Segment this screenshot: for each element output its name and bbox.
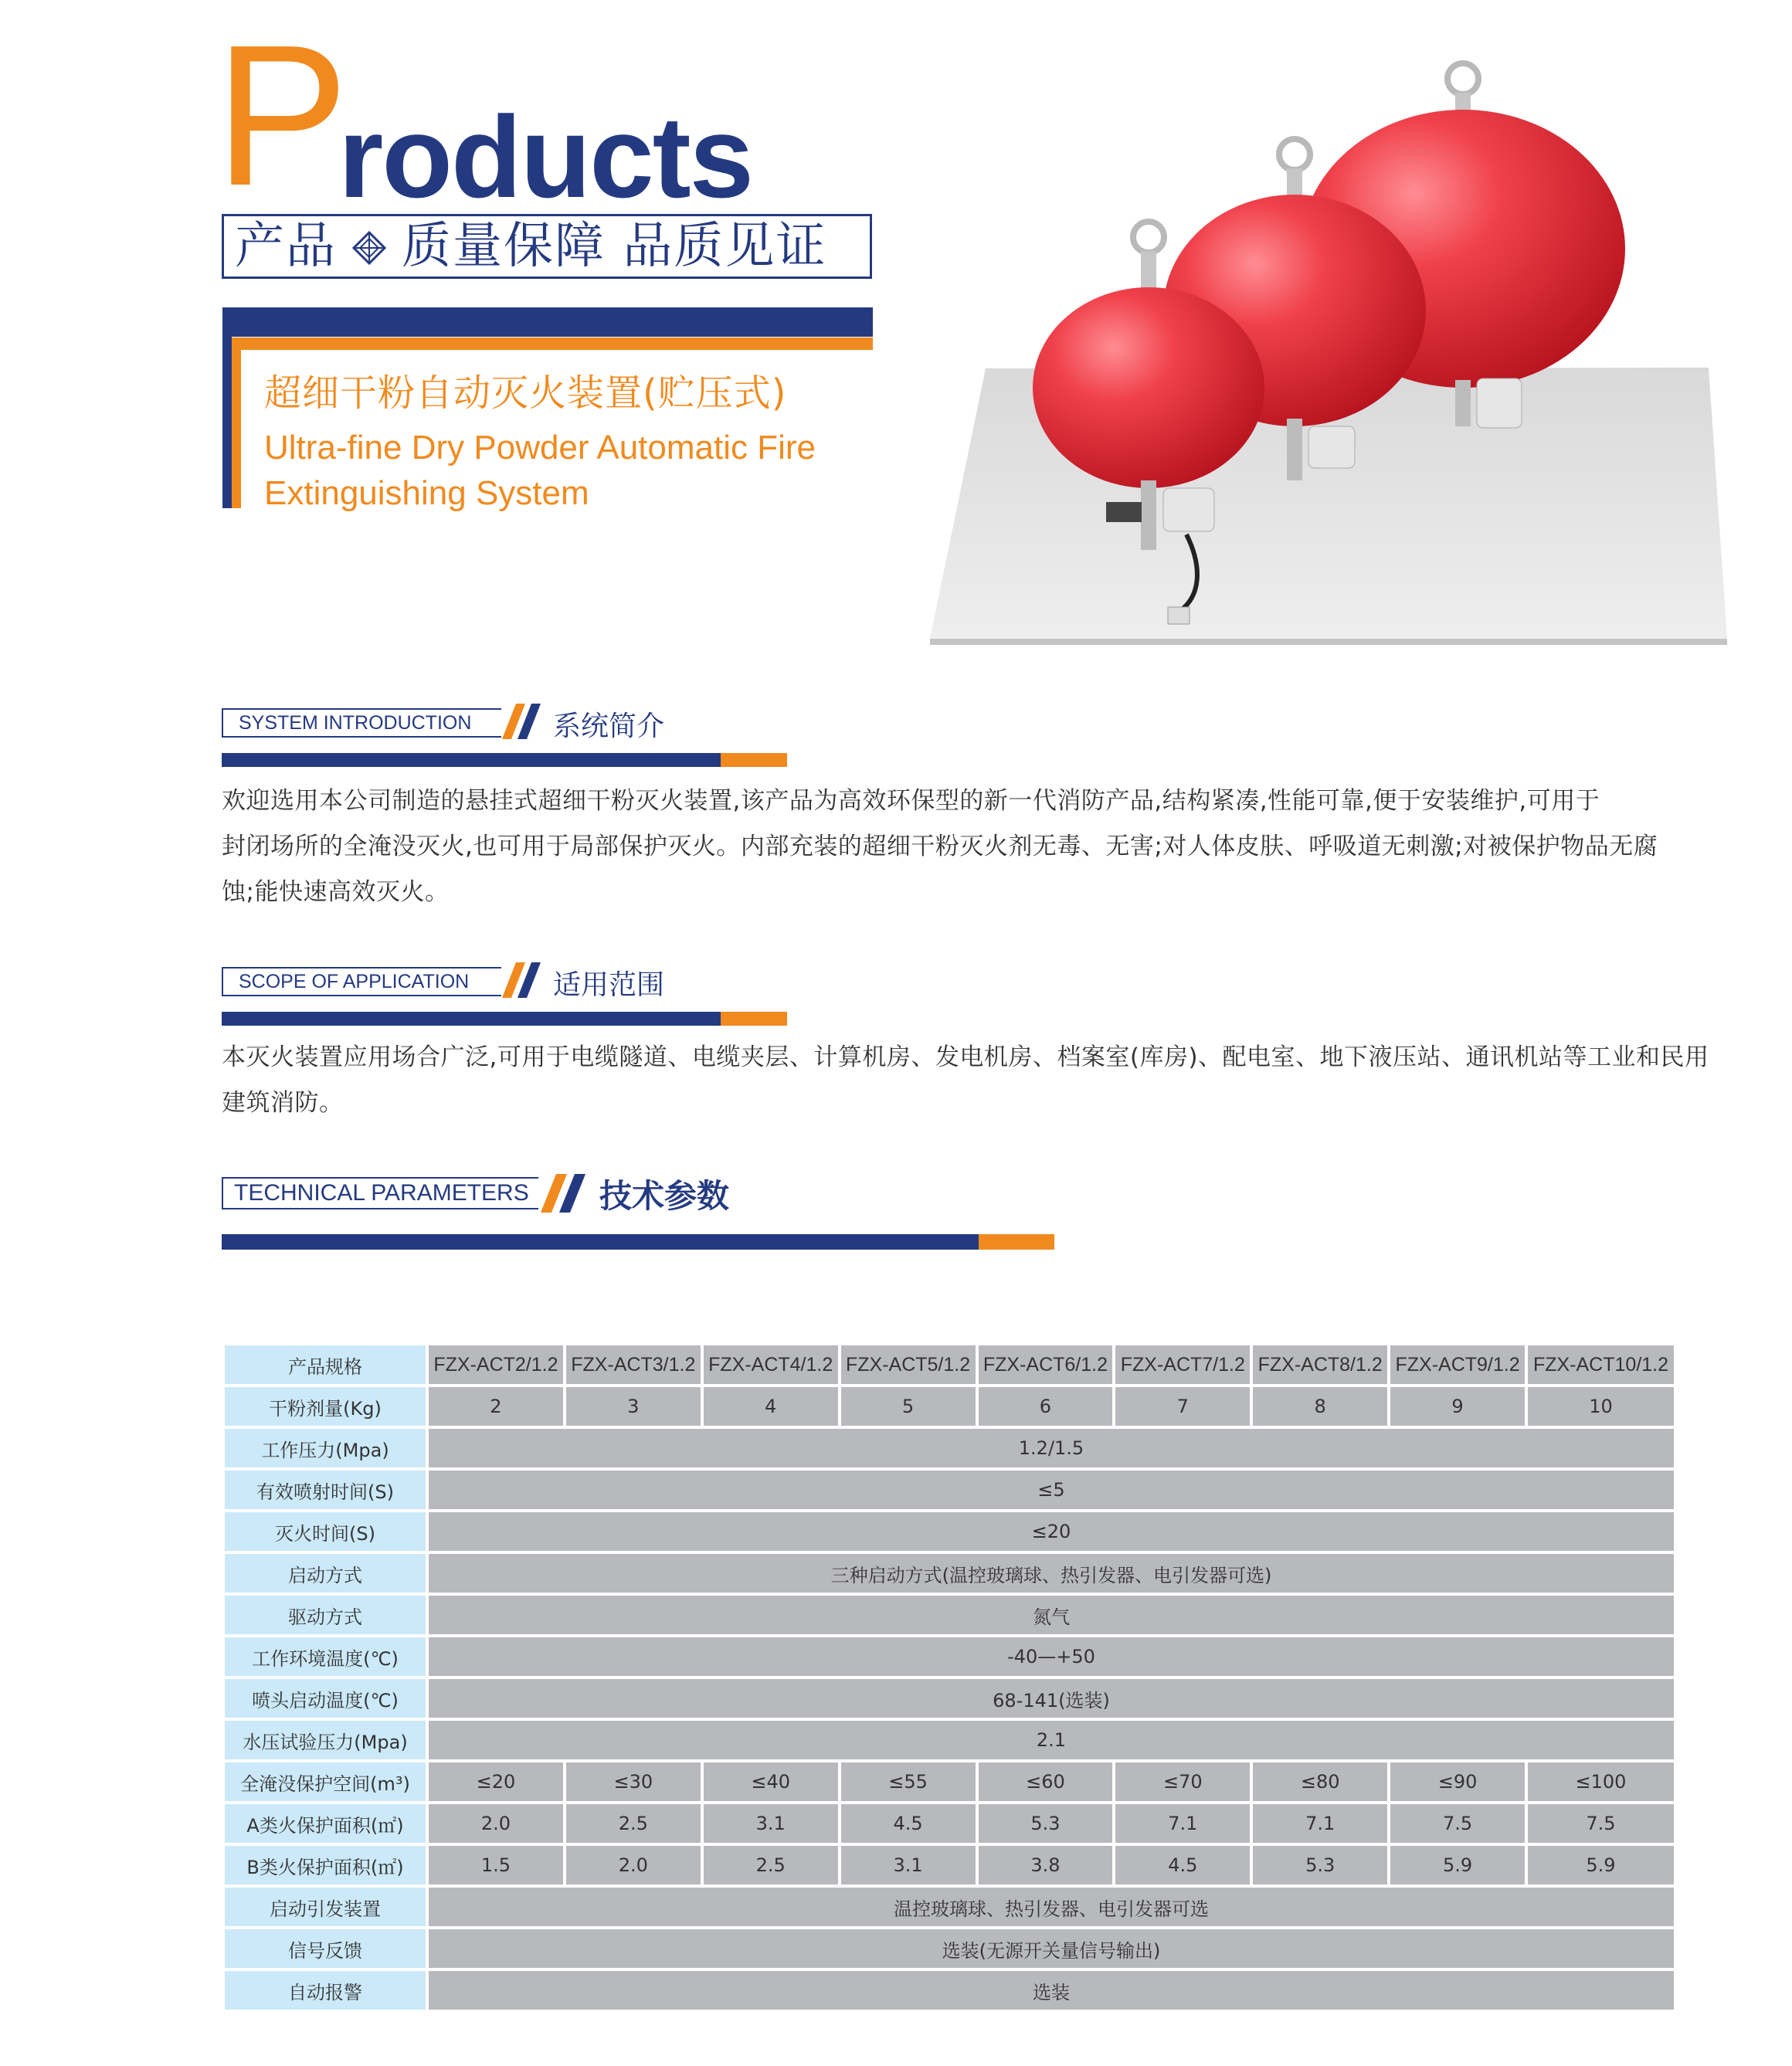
slogan-right: 质量保障 品质见证 bbox=[402, 218, 827, 275]
title-frame-top-orange bbox=[232, 338, 873, 350]
value-cell: 9 bbox=[1390, 1387, 1525, 1426]
table-row bbox=[225, 1804, 1674, 1843]
table-row bbox=[225, 1512, 1674, 1551]
row-label: 驱动方式 bbox=[225, 1596, 426, 1634]
scope-heading-box: SCOPE OF APPLICATION bbox=[222, 967, 501, 996]
value-cell: ≤55 bbox=[841, 1762, 976, 1801]
model-header-cell: FZX-ACT10/1.2 bbox=[1528, 1345, 1674, 1384]
value-cell: 4.5 bbox=[1115, 1846, 1250, 1885]
value-cell: ≤90 bbox=[1390, 1762, 1525, 1801]
spanned-value-cell: 温控玻璃球、热引发器、电引发器可选 bbox=[429, 1888, 1674, 1926]
product-image bbox=[924, 56, 1733, 649]
row-label: 干粉剂量(Kg) bbox=[225, 1387, 426, 1426]
products-title: roducts bbox=[338, 92, 753, 222]
value-cell: 2.5 bbox=[704, 1846, 838, 1885]
table-header-row bbox=[225, 1345, 1674, 1384]
slogan-left: 产品 bbox=[235, 218, 337, 275]
row-label: 工作压力(Mpa) bbox=[225, 1429, 426, 1467]
slogan-box bbox=[222, 214, 872, 279]
table-row bbox=[225, 1637, 1674, 1676]
table-row bbox=[225, 1721, 1674, 1759]
value-cell: 7 bbox=[1115, 1387, 1250, 1426]
value-cell: 7.1 bbox=[1253, 1804, 1387, 1843]
value-cell: 5.9 bbox=[1390, 1846, 1525, 1885]
row-label: 信号反馈 bbox=[225, 1929, 426, 1968]
model-header-cell: FZX-ACT6/1.2 bbox=[979, 1345, 1113, 1384]
row-label: A类火保护面积(㎡) bbox=[225, 1804, 426, 1843]
diamond-icon bbox=[352, 231, 386, 265]
row-label: B类火保护面积(㎡) bbox=[225, 1846, 426, 1885]
row-label: 启动引发装置 bbox=[225, 1888, 426, 1926]
value-cell: 3.8 bbox=[979, 1846, 1113, 1885]
scope-heading-cn: 适用范围 bbox=[553, 969, 665, 1001]
value-cell: 8 bbox=[1253, 1387, 1387, 1426]
value-cell: 6 bbox=[979, 1387, 1113, 1426]
scope-bar-blue bbox=[222, 1012, 721, 1026]
row-label: 灭火时间(S) bbox=[225, 1512, 426, 1551]
table-row bbox=[225, 1846, 1674, 1885]
intro-bar-orange bbox=[721, 753, 787, 767]
table-row bbox=[225, 1554, 1674, 1593]
value-cell: 5 bbox=[841, 1387, 976, 1426]
value-cell: 5.9 bbox=[1528, 1846, 1674, 1885]
model-header-cell: FZX-ACT7/1.2 bbox=[1115, 1345, 1250, 1384]
value-cell: 5.3 bbox=[979, 1804, 1113, 1843]
table-row bbox=[225, 1596, 1674, 1634]
spanned-value-cell: 选装 bbox=[429, 1971, 1674, 2010]
value-cell: ≤80 bbox=[1253, 1762, 1387, 1801]
row-label: 产品规格 bbox=[225, 1345, 426, 1384]
value-cell: ≤70 bbox=[1115, 1762, 1250, 1801]
value-cell: 1.5 bbox=[429, 1846, 563, 1885]
scope-text bbox=[222, 1035, 1709, 1126]
value-cell: 7.5 bbox=[1390, 1804, 1525, 1843]
value-cell: 2 bbox=[429, 1387, 563, 1426]
title-frame-left-blue bbox=[222, 337, 232, 508]
product-title-en-line1: Ultra-fine Dry Powder Automatic Fire bbox=[264, 429, 816, 466]
value-cell: 7.5 bbox=[1528, 1804, 1674, 1843]
spanned-value-cell: 三种启动方式(温控玻璃球、热引发器、电引发器可选) bbox=[429, 1554, 1674, 1593]
title-frame-top-blue bbox=[222, 307, 873, 337]
value-cell: 3 bbox=[566, 1387, 701, 1426]
model-header-cell: FZX-ACT8/1.2 bbox=[1253, 1345, 1387, 1384]
spanned-value-cell: -40—+50 bbox=[429, 1637, 1674, 1676]
intro-line: 蚀;能快速高效灭火。 bbox=[222, 878, 450, 906]
value-cell: 4.5 bbox=[841, 1804, 976, 1843]
spanned-value-cell: 氮气 bbox=[429, 1596, 1674, 1634]
scope-bar-orange bbox=[721, 1012, 787, 1026]
value-cell: ≤20 bbox=[429, 1762, 563, 1801]
table-row bbox=[225, 1387, 1674, 1426]
product-title-cn: 超细干粉自动灭火装置(贮压式) bbox=[264, 371, 787, 415]
table-row bbox=[225, 1471, 1674, 1509]
double-slash-icon bbox=[541, 1174, 592, 1213]
tech-bar-orange bbox=[979, 1234, 1054, 1250]
value-cell: 3.1 bbox=[704, 1804, 838, 1843]
table-row bbox=[225, 1971, 1674, 2010]
spanned-value-cell: ≤20 bbox=[429, 1512, 1674, 1551]
product-title-en-line2: Extinguishing System bbox=[264, 474, 589, 512]
tech-bar-blue bbox=[222, 1234, 979, 1250]
row-label: 启动方式 bbox=[225, 1554, 426, 1593]
row-label: 喷头启动温度(℃) bbox=[225, 1679, 426, 1718]
value-cell: ≤40 bbox=[704, 1762, 838, 1801]
tech-heading-cn: 技术参数 bbox=[599, 1177, 730, 1215]
spanned-value-cell: 1.2/1.5 bbox=[429, 1429, 1674, 1467]
value-cell: 4 bbox=[704, 1387, 838, 1426]
intro-heading-box: SYSTEM INTRODUCTION bbox=[222, 708, 501, 738]
value-cell: ≤100 bbox=[1528, 1762, 1674, 1801]
scope-line: 本灭火装置应用场合广泛,可用于电缆隧道、电缆夹层、计算机房、发电机房、档案室(库房)、配电室、地下液压站、通讯机站等工业和民用 bbox=[222, 1043, 1709, 1071]
table-row bbox=[225, 1888, 1674, 1926]
value-cell: 7.1 bbox=[1115, 1804, 1250, 1843]
double-slash-icon bbox=[502, 704, 547, 739]
model-header-cell: FZX-ACT5/1.2 bbox=[841, 1345, 976, 1384]
value-cell: 2.0 bbox=[429, 1804, 563, 1843]
table-row bbox=[225, 1429, 1674, 1467]
scope-line: 建筑消防。 bbox=[222, 1089, 344, 1117]
intro-text bbox=[222, 779, 1658, 915]
row-label: 自动报警 bbox=[225, 1971, 426, 2010]
model-header-cell: FZX-ACT9/1.2 bbox=[1390, 1345, 1525, 1384]
value-cell: 3.1 bbox=[841, 1846, 976, 1885]
intro-line: 欢迎选用本公司制造的悬挂式超细干粉灭火装置,该产品为高效环保型的新一代消防产品,结构紧凑,性能可靠,便于安装维护,可用于 bbox=[222, 787, 1600, 815]
row-label: 全淹没保护空间(m³) bbox=[225, 1762, 426, 1801]
model-header-cell: FZX-ACT3/1.2 bbox=[566, 1345, 701, 1384]
double-slash-icon bbox=[502, 962, 547, 998]
spanned-value-cell: ≤5 bbox=[429, 1471, 1674, 1509]
tech-heading-box: TECHNICAL PARAMETERS bbox=[222, 1177, 538, 1209]
row-label: 水压试验压力(Mpa) bbox=[225, 1721, 426, 1759]
value-cell: 5.3 bbox=[1253, 1846, 1387, 1885]
spanned-value-cell: 68-141(选装) bbox=[429, 1679, 1674, 1718]
products-big-p: P bbox=[215, 4, 344, 228]
table-row bbox=[225, 1679, 1674, 1718]
value-cell: ≤30 bbox=[566, 1762, 701, 1801]
spec-table bbox=[222, 1342, 1677, 2013]
intro-bar-blue bbox=[222, 753, 721, 767]
spanned-value-cell: 2.1 bbox=[429, 1721, 1674, 1759]
table-row bbox=[225, 1762, 1674, 1801]
value-cell: 10 bbox=[1528, 1387, 1674, 1426]
title-frame-left-orange bbox=[232, 349, 241, 508]
model-header-cell: FZX-ACT2/1.2 bbox=[429, 1345, 563, 1384]
value-cell: 2.5 bbox=[566, 1804, 701, 1843]
row-label: 工作环境温度(℃) bbox=[225, 1637, 426, 1676]
model-header-cell: FZX-ACT4/1.2 bbox=[704, 1345, 838, 1384]
value-cell: ≤60 bbox=[979, 1762, 1113, 1801]
row-label: 有效喷射时间(S) bbox=[225, 1471, 426, 1509]
table-row bbox=[225, 1929, 1674, 1968]
value-cell: 2.0 bbox=[566, 1846, 701, 1885]
intro-heading-cn: 系统简介 bbox=[553, 711, 665, 742]
spanned-value-cell: 选装(无源开关量信号输出) bbox=[429, 1929, 1674, 1968]
intro-line: 封闭场所的全淹没灭火,也可用于局部保护灭火。内部充装的超细干粉灭火剂无毒、无害;对人体皮肤、呼吸道无刺激;对被保护物品无腐 bbox=[222, 833, 1658, 860]
